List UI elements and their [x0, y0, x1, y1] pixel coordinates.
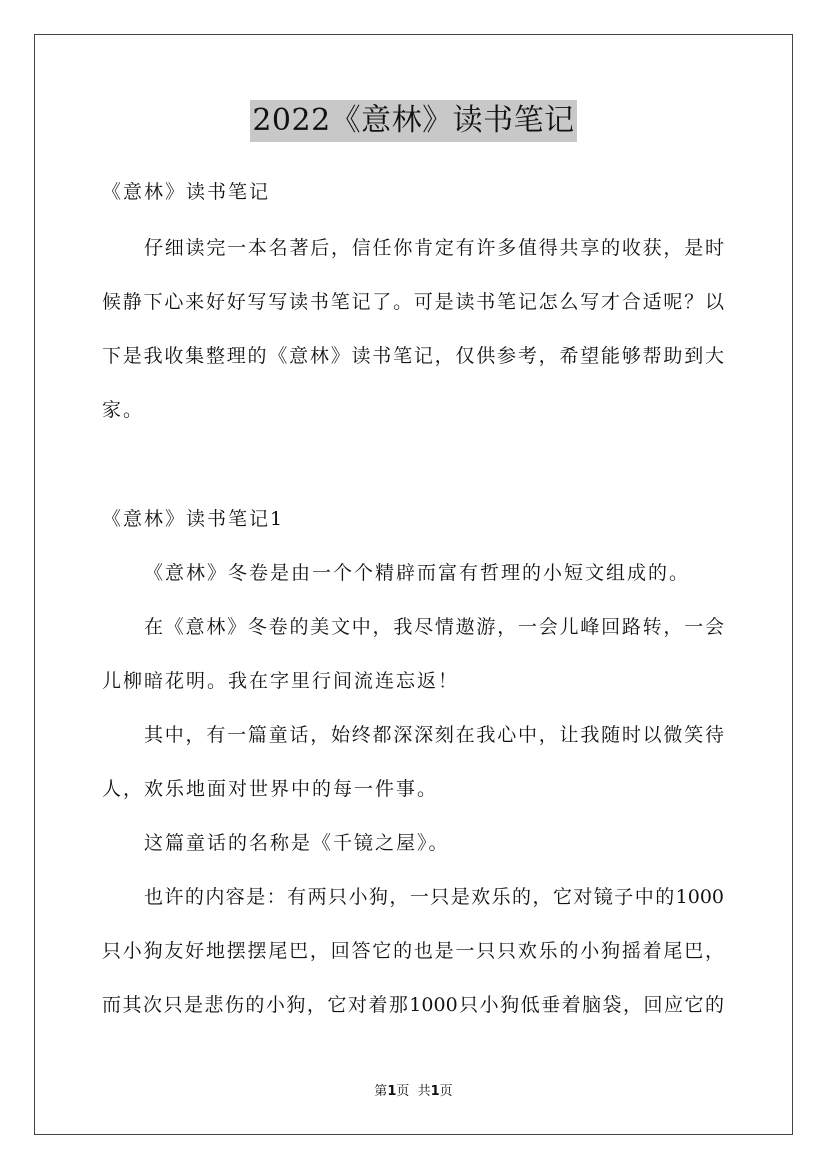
- footer-suffix: 页: [439, 1084, 453, 1099]
- intro-line-3: 下是我收集整理的《意林》读书笔记，仅供参考，希望能够帮助到大: [102, 345, 724, 367]
- section-heading-1: 《意林》读书笔记1: [102, 508, 285, 530]
- footer-prefix: 第: [374, 1084, 388, 1099]
- document-title: 2022《意林》读书笔记: [250, 100, 576, 142]
- footer-total-pages: 1: [430, 1084, 440, 1099]
- body-line-2: 在《意林》冬卷的美文中，我尽情遨游，一会儿峰回路转，一会: [144, 616, 724, 638]
- body-line-7: 也许的内容是：有两只小狗，一只是欢乐的，它对镜子中的1000: [144, 886, 724, 908]
- footer-page-number: 1: [387, 1084, 397, 1099]
- body-line-3: 儿柳暗花明。我在字里行间流连忘返！: [102, 670, 460, 692]
- section-heading-intro: 《意林》读书笔记: [102, 181, 271, 203]
- intro-line-2: 候静下心来好好写写读书笔记了。可是读书笔记怎么写才合适呢？以: [102, 291, 724, 313]
- footer-middle: 页 共: [396, 1084, 431, 1099]
- intro-line-4: 家。: [102, 399, 145, 421]
- body-line-8: 只小狗友好地摆摆尾巴，回答它的也是一只只欢乐的小狗摇着尾巴，: [102, 940, 724, 962]
- body-line-9: 而其次只是悲伤的小狗，它对着那1000只小狗低垂着脑袋，回应它的: [102, 994, 724, 1016]
- body-line-4: 其中，有一篇童话，始终都深深刻在我心中，让我随时以微笑待: [144, 724, 724, 746]
- intro-line-1: 仔细读完一本名著后，信任你肯定有许多值得共享的收获，是时: [144, 237, 724, 259]
- body-line-6: 这篇童话的名称是《千镜之屋》。: [144, 832, 450, 854]
- body-line-5: 人，欢乐地面对世界中的每一件事。: [102, 778, 439, 800]
- body-line-1: 《意林》冬卷是由一个个精辟而富有哲理的小短文组成的。: [144, 562, 691, 584]
- title-wrap: [0, 100, 827, 142]
- page-footer: [0, 1083, 827, 1101]
